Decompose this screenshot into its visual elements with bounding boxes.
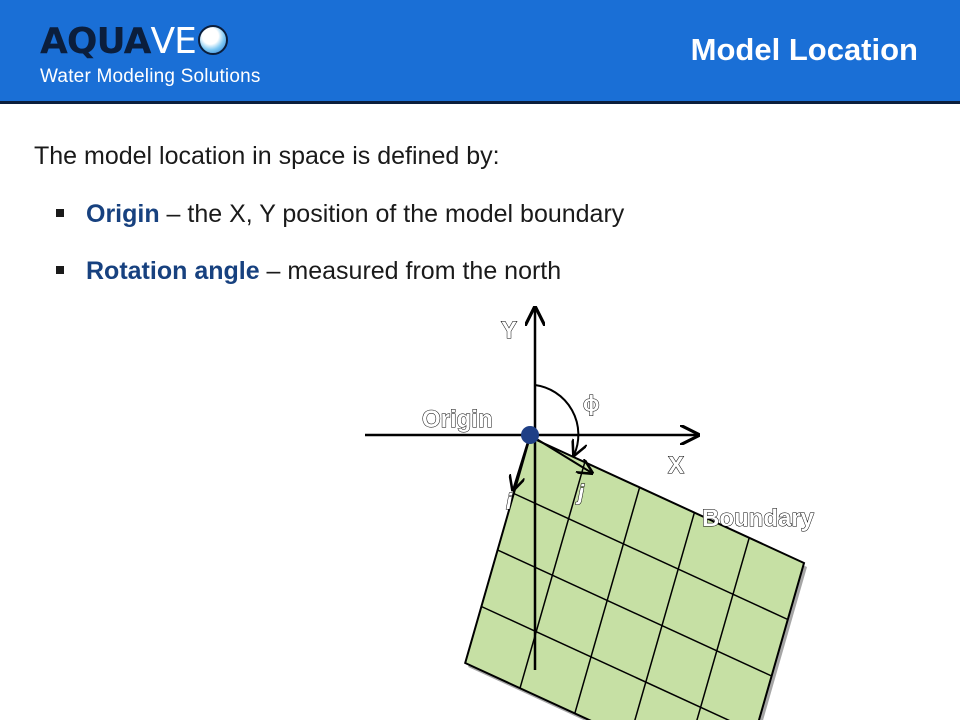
x-axis-label: X <box>668 452 685 479</box>
logo-tagline: Water Modeling Solutions <box>40 66 261 87</box>
i-label: i <box>506 489 513 514</box>
bullet-term: Rotation angle <box>86 257 260 285</box>
bullet-text: – measured from the north <box>259 257 562 285</box>
angle-phi-label: ϕ <box>583 391 600 416</box>
intro-text: The model location in space is defined by: <box>34 142 500 170</box>
bullet-term: Origin <box>86 200 160 228</box>
bullet-text: – the X, Y position of the model boundary <box>159 200 625 228</box>
logo-wordmark: AQUAVE <box>40 24 261 60</box>
y-axis-label: Y <box>501 317 518 344</box>
origin-point <box>521 426 539 444</box>
boundary-label: Boundary <box>702 505 815 532</box>
slide-title: Model Location <box>690 32 918 67</box>
origin-label: Origin <box>422 406 493 433</box>
j-label: j <box>578 480 585 505</box>
